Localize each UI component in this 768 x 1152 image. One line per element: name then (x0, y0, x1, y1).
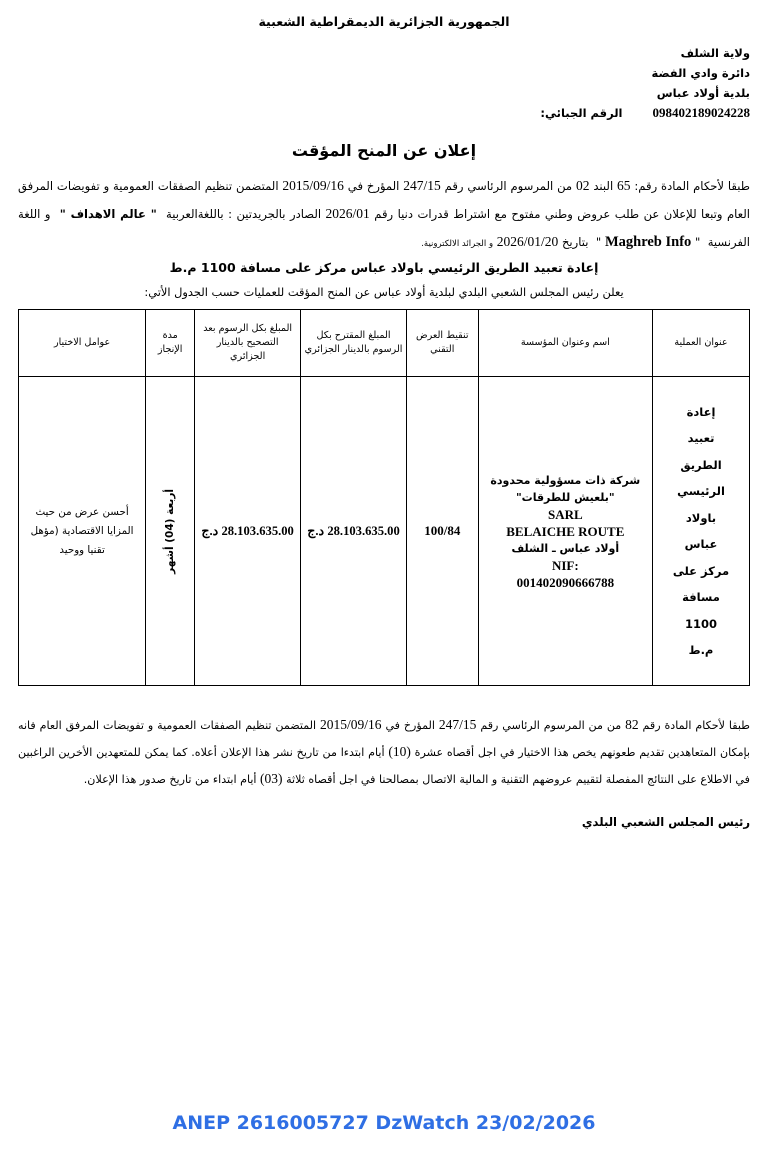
closing-part-6: أيام ابتداء من تاريخ صدور هذا الإعلان. (83, 773, 257, 786)
closing-article-no: 82 (625, 717, 639, 732)
cell-amount-corrected (195, 377, 301, 686)
amount-proposed-value: 28.103.635.00 د.ج (307, 524, 400, 538)
intro-paragraph (18, 172, 750, 258)
header-operation: عنوان العملية (653, 310, 750, 377)
intro-part-5: المتضمن تنظيم الصفقات العمومية و تفويضات المرفق العام وتبعا للإعلان عن طلب عروض وطني مفتوح مع اشتراط قدرات دنيا رقم (18, 179, 751, 221)
operation-line: مسافة (682, 590, 720, 604)
closing-part-2: من من المرسوم الرئاسي رقم (480, 719, 622, 732)
wilaya-line: ولاية الشلف (680, 46, 750, 60)
document-page (0, 14, 768, 1152)
header-duration: مدة الإنجاز (146, 310, 195, 377)
project-subject-line: إعادة تعبيد الطريق الرئيسي باولاد عباس مركز على مسافة 1100 م.ط (169, 260, 599, 275)
intro-publish-date: 2026/01/20 (496, 234, 559, 249)
newspaper-french-value: Maghreb Info (604, 234, 692, 250)
header-amount-corrected: المبلغ بكل الرسوم بعد التصحيح بالدينار الجزائري (195, 310, 301, 377)
fiscal-number-row (18, 103, 750, 123)
cell-operation-title (653, 377, 750, 686)
cell-duration (146, 377, 195, 686)
header-criteria: عوامل الاختيار (19, 310, 146, 377)
appeal-days-value: 10 (392, 744, 407, 759)
award-table (18, 309, 750, 686)
closing-part-3: المؤرخ في (385, 719, 436, 732)
intro-decree-date: 2015/09/16 (282, 178, 344, 193)
closing-decree-date: 2015/09/16 (320, 717, 382, 732)
closing-part-1: طبقا لأحكام المادة رقم (642, 719, 751, 732)
closing-part-4: المتضمن تنظيم الصفقات العمومية و تفويضات المرفق العام فانه بإمكان المتعاهدين تقديم طعونهم يخص هذا الاختيار في اجل أقصاه عشرة (18, 719, 751, 759)
duration-value: أربعة (04) أشهر (164, 488, 177, 574)
header-amount-proposed: المبلغ المقترح بكل الرسوم بالدينار الجزائري (301, 310, 407, 377)
firm-nif-value: 001402090666788 (516, 574, 615, 590)
firm-address: أولاد عباس ـ الشلف (511, 541, 620, 555)
intro-part-4: المؤرخ في (347, 179, 400, 193)
operation-line: باولاد (685, 510, 717, 525)
intro-part-3: من المرسوم الرئاسي رقم (444, 179, 573, 193)
anep-footer: ANEP 2616005727 DzWatch 23/02/2026 (172, 1112, 596, 1134)
contact-days-value: 03 (264, 771, 279, 786)
newspaper-arabic-value: عالم الاهداف (70, 207, 146, 221)
intro-item-no: 02 (575, 178, 590, 193)
cell-technical-score: 100/84 (406, 377, 478, 686)
commune-header-block (18, 43, 750, 123)
page-title: إعلان عن المنح المؤقت (291, 141, 477, 160)
intro-decree-no: 247/15 (403, 178, 441, 193)
newspaper-arabic-name: " عالم الاهداف " (54, 207, 162, 221)
firm-name-arabic-2: "بلعيش للطرقات" (515, 490, 615, 504)
intro-part-7: و اللغة الفرنسية (18, 207, 750, 249)
cell-amount-proposed (301, 377, 407, 686)
closing-appeal-days: (10) (388, 744, 411, 759)
duration-vertical-wrapper (149, 381, 191, 681)
operation-line: تعبيد (687, 431, 715, 445)
notice-line: يعلن رئيس المجلس الشعبي البلدي لبلدية أولاد عباس عن المنح المؤقت للعمليات حسب الجدول الأتي: (144, 285, 624, 299)
closing-decree-no: 247/15 (438, 717, 477, 732)
operation-line: م.ط (688, 643, 714, 657)
header-firm: اسم وعنوان المؤسسة (478, 310, 652, 377)
firm-name-arabic-1: شركة ذات مسؤولية محدودة (490, 473, 641, 487)
cell-selection-criteria: أحسن عرض من حيث المزايا الاقتصادية (مؤهل تقنيا ووحيد (19, 377, 146, 686)
signature-line: رئيس المجلس الشعبي البلدي (581, 815, 750, 829)
intro-tender-no: 2026/01 (325, 206, 370, 221)
intro-part-1: طبقا لأحكام المادة رقم: (634, 179, 750, 193)
closing-part-5: أيام ابتدءا من تاريخ نشر هذا الإعلان أعلاه. كما يمكن للمتعهدين الأخرين الراغبين في الاطلاع على النتائج المفصلة لتقييم عروضهم التقنية و المالية الاتصال بمصالحنا في اجل أقصاه ثلاثة (18, 746, 750, 786)
newspaper-french-name: " Maghreb Info " (592, 235, 704, 249)
intro-part-6: الصادر بالجريدتين : باللغةالعربية (166, 207, 322, 221)
closing-paragraph (18, 712, 750, 793)
baladia-line: بلدية أولاد عباس (656, 86, 750, 100)
operation-line: 1100 (685, 616, 718, 631)
operation-line: إعادة (686, 404, 716, 419)
cell-firm-details (478, 377, 652, 686)
operation-line: عباس (684, 537, 718, 551)
national-header: الجمهورية الجزائرية الديمقراطية الشعبية (258, 14, 510, 29)
operation-line: الرئيسي (677, 484, 725, 498)
operation-line: الطريق (680, 457, 722, 472)
table-row (19, 377, 750, 686)
award-table-body (19, 377, 750, 686)
intro-part-8: بتاريخ (561, 235, 589, 249)
daira-line: دائرة وادي الفضة (651, 66, 750, 80)
fiscal-number-label: الرقم الجبائي: (540, 106, 623, 120)
closing-contact-days: (03) (260, 771, 283, 786)
fiscal-number-value: 098402189024228 (652, 105, 750, 120)
firm-nif-label: NIF: (551, 557, 579, 573)
award-table-head (19, 310, 750, 377)
firm-name-latin-2: BELAICHE ROUTE (506, 523, 625, 539)
amount-corrected-value: 28.103.635.00 د.ج (201, 524, 294, 538)
intro-part-9: و الجرائد الالكترونية. (421, 239, 494, 249)
operation-line: مركز على (672, 563, 730, 578)
intro-part-2: البند (593, 179, 614, 193)
table-header-row (19, 310, 750, 377)
firm-name-latin-1: SARL (547, 506, 583, 522)
intro-article-no: 65 (617, 178, 631, 193)
header-score: تنقيط العرض التقني (406, 310, 478, 377)
